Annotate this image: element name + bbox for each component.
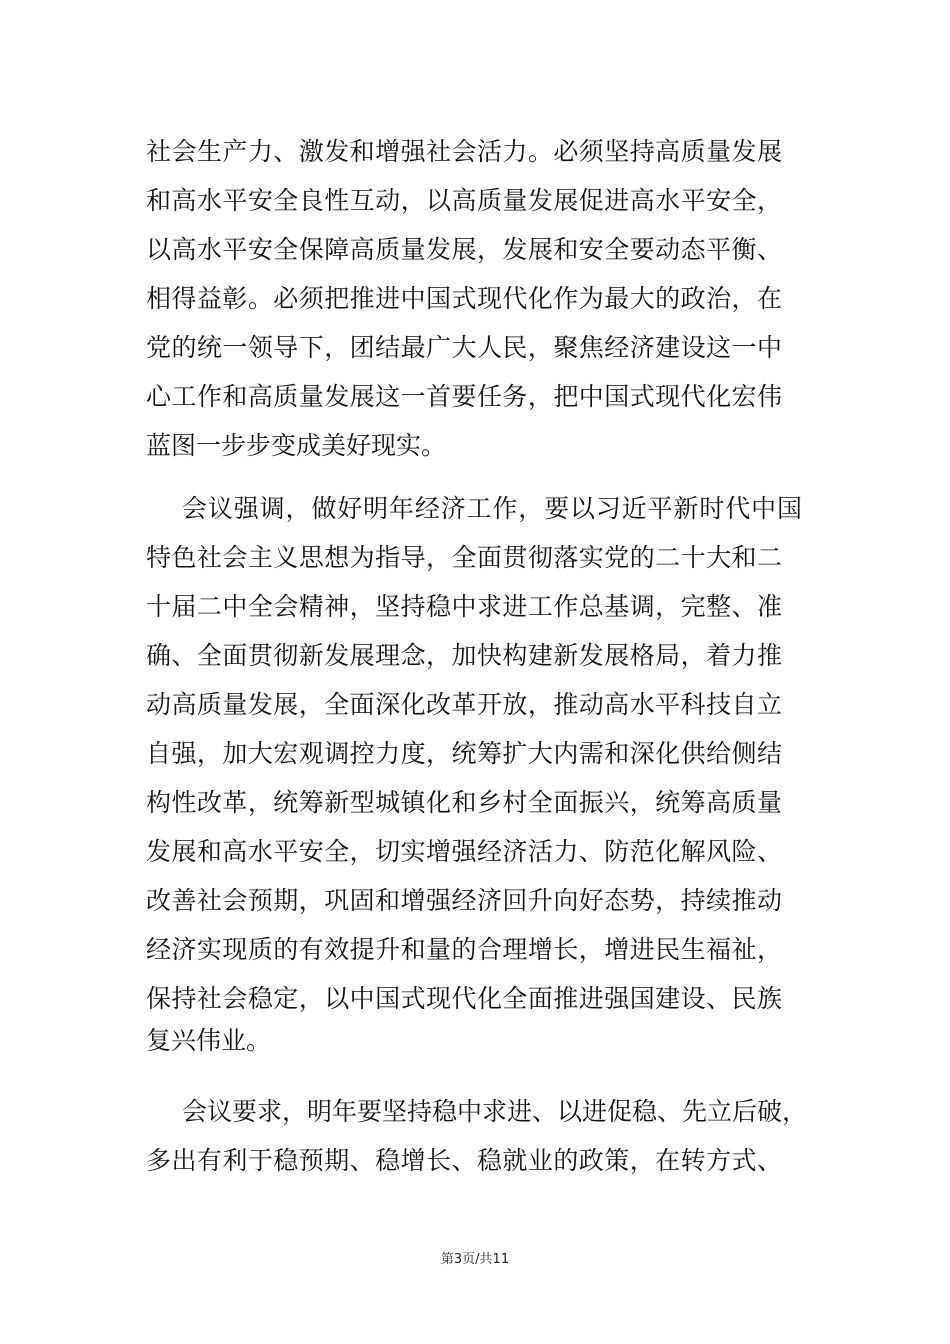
text-line: 心工作和高质量发展这一首要任务，把中国式现代化宏伟 (146, 382, 782, 411)
text-line: 会议要求，明年要坚持稳中求进、以进促稳、先立后破， (182, 1097, 808, 1126)
text-line: 动高质量发展，全面深化改革开放，推动高水平科技自立 (146, 690, 782, 719)
text-line: 保持社会稳定，以中国式现代化全面推进强国建设、民族 (146, 984, 782, 1013)
text-line: 十届二中全会精神，坚持稳中求进工作总基调，完整、准 (146, 592, 782, 621)
text-line: 特色社会主义思想为指导，全面贯彻落实党的二十大和二 (146, 543, 782, 572)
text-line: 自强，加大宏观调控力度，统筹扩大内需和深化供给侧结 (146, 739, 782, 768)
text-line: 经济实现质的有效提升和量的合理增长，增进民生福祉， (146, 935, 782, 964)
text-line: 会议强调，做好明年经济工作，要以习近平新时代中国 (182, 494, 802, 523)
page-number: 第3页/共11 (440, 1252, 510, 1267)
text-line: 和高水平安全良性互动，以高质量发展促进高水平安全， (146, 186, 782, 215)
text-line: 以高水平安全保障高质量发展，发展和安全要动态平衡、 (146, 235, 782, 264)
text-line: 确、全面贯彻新发展理念，加快构建新发展格局，着力推 (146, 641, 782, 670)
text-line: 相得益彰。必须把推进中国式现代化作为最大的政治，在 (146, 284, 782, 313)
text-line: 多出有利于稳预期、稳增长、稳就业的政策，在转方式、 (146, 1146, 782, 1175)
text-line: 发展和高水平安全，切实增强经济活力、防范化解风险、 (146, 837, 782, 866)
text-line: 构性改革，统筹新型城镇化和乡村全面振兴，统筹高质量 (146, 788, 782, 817)
text-line: 复兴伟业。 (146, 1026, 272, 1055)
text-line: 蓝图一步步变成美好现实。 (146, 431, 447, 460)
text-line: 社会生产力、激发和增强社会活力。必须坚持高质量发展 (146, 137, 782, 166)
text-line: 改善社会预期，巩固和增强经济回升向好态势，持续推动 (146, 886, 782, 915)
text-line: 党的统一领导下，团结最广大人民，聚焦经济建设这一中 (146, 333, 782, 362)
